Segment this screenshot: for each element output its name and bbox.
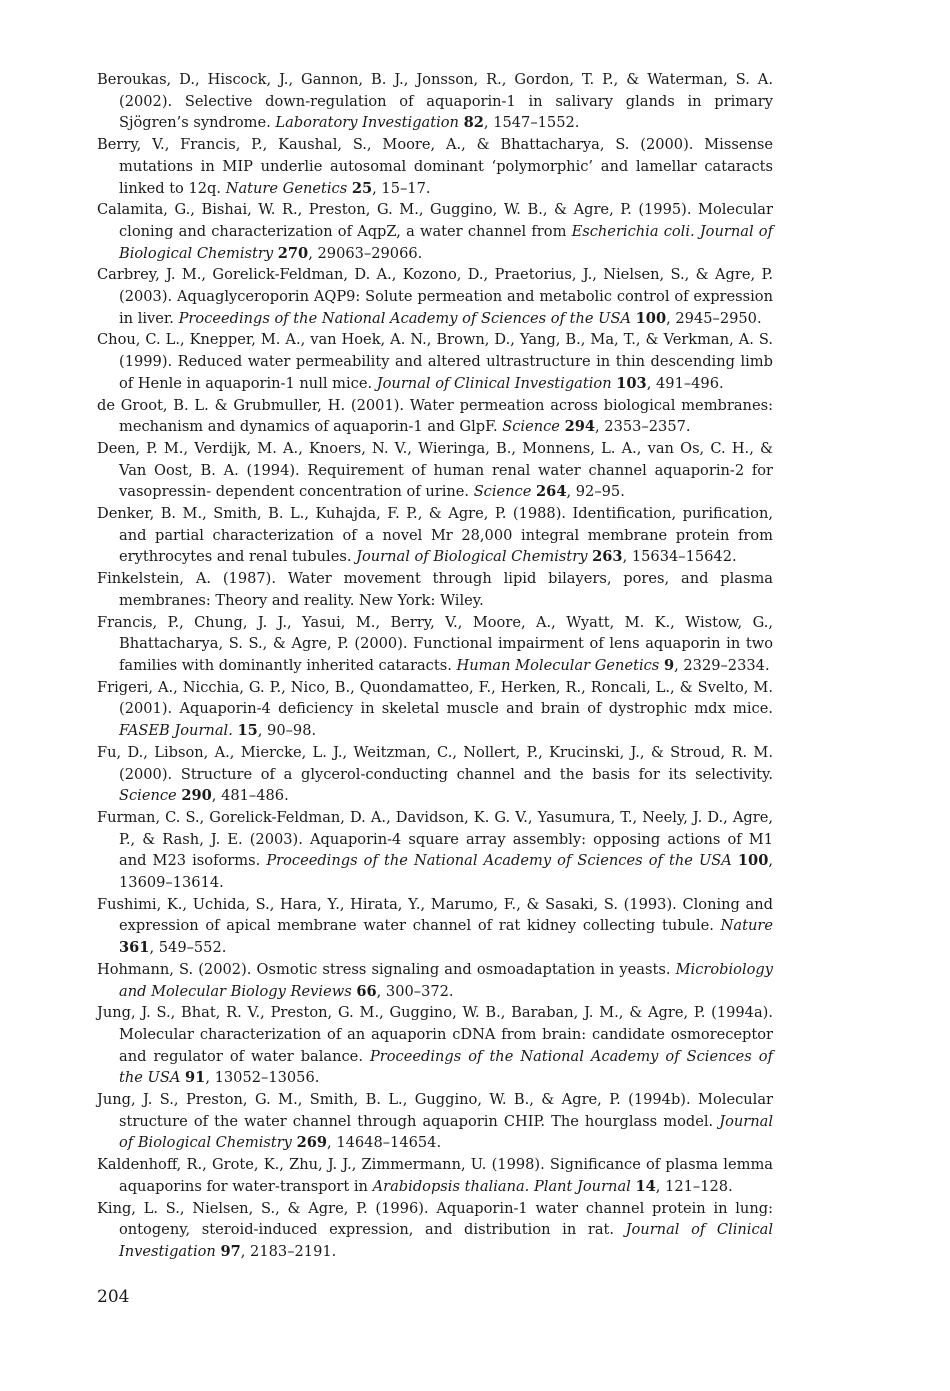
- reference-pages: , 13052–13056.: [205, 1069, 320, 1087]
- reference-volume: 91: [185, 1069, 206, 1087]
- reference-volume: 25: [351, 179, 373, 197]
- reference-volume: 66: [356, 982, 377, 1000]
- reference-authors-title: Finkelstein, A. (1987). Water movement through lipid bilayers, pores, and plasma membranes: Theory and reality. New York: Wiley.: [97, 570, 773, 609]
- reference-volume: 14: [635, 1177, 656, 1195]
- reference-authors-title: Carbrey, J. M., Gorelick-Feldman, D. A., Kozono, D., Praetorius, J., Nielsen, S., & Agre, P. (2003). Aquaglyceroporin AQP9: Solute permeation and metabolic control of expression in liver.: [97, 266, 773, 327]
- reference-volume: 294: [564, 418, 596, 436]
- reference-journal: Journal of Clinical Investigation: [119, 1221, 773, 1260]
- reference-authors-title: Deen, P. M., Verdijk, M. A., Knoers, N. V., Wieringa, B., Monnens, L. A., van Os, C. H., & Van Oost, B. A. (1994). Requirement of human renal water channel aquaporin-2 for vasopressin- dependent concentration of urine.: [97, 439, 773, 501]
- reference-volume: 97: [220, 1242, 241, 1260]
- reference-journal: Journal of Clinical Investigation: [376, 374, 612, 392]
- reference-entry: [97, 959, 773, 1002]
- reference-pages: , 300–372.: [376, 982, 454, 1000]
- reference-journal: Journal of Biological Chemistry: [356, 548, 588, 566]
- reference-entry: [97, 1089, 773, 1154]
- reference-authors-title: Frigeri, A., Nicchia, G. P., Nico, B., Quondamatteo, F., Herken, R., Roncali, L., & Svelto, M. (2001). Aquaporin-4 deficiency in skeletal muscle and brain of dystrophic mdx mice.: [97, 678, 773, 718]
- reference-volume: 82: [463, 114, 484, 132]
- reference-entry: [97, 1002, 773, 1089]
- reference-authors-title: Calamita, G., Bishai, W. R., Preston, G. M., Guggino, W. B., & Agre, P. (1995). Molecular cloning and characterization of AqpZ, a water channel from: [97, 201, 773, 240]
- reference-journal: Proceedings of the National Academy of Sciences of the USA: [119, 1047, 773, 1087]
- reference-entry: [97, 742, 773, 807]
- reference-entry: [97, 503, 773, 568]
- reference-volume: 269: [296, 1134, 328, 1152]
- reference-authors-title: Hohmann, S. (2002). Osmotic stress signaling and osmoadaptation in yeasts.: [97, 960, 676, 978]
- reference-authors-title: de Groot, B. L. & Grubmuller, H. (2001). Water permeation across biological membranes: mechanism and dynamics of aquaporin-1 and GlpF.: [97, 396, 773, 436]
- reference-journal: Nature Genetics: [225, 179, 348, 197]
- reference-pages: , 14648–14654.: [327, 1134, 442, 1152]
- reference-journal: Laboratory Investigation: [275, 114, 459, 132]
- reference-journal: Arabidopsis thaliana. Plant Journal: [372, 1177, 631, 1195]
- reference-entry: [97, 199, 773, 264]
- reference-pages: , 481–486.: [211, 787, 289, 805]
- reference-pages: , 2945–2950.: [666, 309, 762, 327]
- reference-journal: Science: [473, 483, 532, 501]
- reference-volume: 361: [119, 939, 150, 957]
- reference-pages: , 90–98.: [257, 722, 317, 740]
- reference-journal: Human Molecular Genetics: [456, 656, 660, 674]
- reference-entry: [97, 438, 773, 503]
- reference-entry: [97, 807, 773, 894]
- reference-volume: 100: [737, 852, 769, 870]
- reference-authors-title: Kaldenhoff, R., Grote, K., Zhu, J. J., Zimmermann, U. (1998). Significance of plasma lemma aquaporins for water-transport in: [97, 1156, 773, 1195]
- reference-authors-title: Fushimi, K., Uchida, S., Hara, Y., Hirata, Y., Marumo, F., & Sasaki, S. (1993). Cloning and expression of apical membrane water channel of rat kidney collecting tubule.: [97, 895, 773, 935]
- reference-authors-title: King, L. S., Nielsen, S., & Agre, P. (1996). Aquaporin-1 water channel protein in lung: ontogeny, steroid-induced expression, and distribution in rat.: [97, 1199, 773, 1239]
- reference-entry: [97, 134, 773, 199]
- reference-journal: Proceedings of the National Academy of Sciences of the USA: [178, 309, 631, 327]
- reference-entry: [97, 677, 773, 742]
- reference-pages: , 1547–1552.: [483, 114, 580, 132]
- reference-volume: 103: [616, 374, 647, 392]
- reference-entry: [97, 612, 773, 677]
- reference-volume: 270: [277, 244, 309, 262]
- reference-journal: Microbiology and Molecular Biology Reviews: [119, 960, 773, 1000]
- reference-pages: , 2353–2357.: [595, 418, 691, 436]
- reference-journal: Science: [502, 418, 560, 436]
- reference-entry: [97, 568, 773, 611]
- reference-pages: , 15634–15642.: [622, 548, 737, 566]
- reference-authors-title: Francis, P., Chung, J. J., Yasui, M., Berry, V., Moore, A., Wyatt, M. K., Wistow, G., Bhattacharya, S. S., & Agre, P. (2000). Functional impairment of lens aquaporin in two families with dominantly inherited cataracts.: [97, 613, 773, 674]
- reference-list: [97, 69, 773, 1263]
- reference-entry: [97, 1154, 773, 1197]
- reference-pages: , 2329–2334.: [674, 656, 770, 674]
- reference-pages: , 549–552.: [149, 939, 227, 957]
- reference-pages: , 92–95.: [566, 483, 625, 501]
- reference-volume: 264: [536, 483, 567, 501]
- reference-authors-title: Jung, J. S., Bhat, R. V., Preston, G. M., Guggino, W. B., Baraban, J. M., & Agre, P. (1994a). Molecular characterization of an aquaporin cDNA from brain: candidate osmoreceptor and regulator of water balance.: [97, 1004, 773, 1065]
- reference-authors-title: Chou, C. L., Knepper, M. A., van Hoek, A. N., Brown, D., Yang, B., Ma, T., & Verkman, A. S. (1999). Reduced water permeability and altered ultrastructure in thin descending limb of Henle in aquaporin-1 null mice.: [97, 331, 773, 392]
- reference-entry: [97, 1198, 773, 1263]
- reference-journal: FASEB Journal.: [119, 722, 233, 740]
- reference-authors-title: Furman, C. S., Gorelick-Feldman, D. A., Davidson, K. G. V., Yasumura, T., Neely, J. D., Agre, P., & Rash, J. E. (2003). Aquaporin-4 square array assembly: opposing actions of M1 and M23 isoforms.: [97, 808, 773, 870]
- reference-entry: [97, 894, 773, 959]
- reference-entry: [97, 69, 773, 134]
- reference-volume: 9: [663, 656, 675, 674]
- reference-pages: , 29063–29066.: [308, 244, 423, 262]
- reference-authors-title: Fu, D., Libson, A., Miercke, L. J., Weitzman, C., Nollert, P., Krucinski, J., & Stroud, R. M. (2000). Structure of a glycerol-conducting channel and the basis for its selectivity.: [97, 743, 773, 783]
- reference-journal: Escherichia coli. Journal of Biological Chemistry: [119, 222, 773, 262]
- reference-pages: , 15–17.: [372, 179, 431, 197]
- reference-entry: [97, 329, 773, 394]
- reference-pages: , 491–496.: [646, 374, 724, 392]
- reference-authors-title: Beroukas, D., Hiscock, J., Gannon, B. J., Jonsson, R., Gordon, T. P., & Waterman, S. A. (2002). Selective down-regulation of aquaporin-1 in salivary glands in primary Sjögren’s syndrome.: [97, 71, 773, 132]
- reference-pages: , 2183–2191.: [240, 1242, 337, 1260]
- reference-journal: Nature: [720, 917, 773, 935]
- reference-authors-title: Denker, B. M., Smith, B. L., Kuhajda, F. P., & Agre, P. (1988). Identification, purification, and partial characterization of a novel Mr 28,000 integral membrane protein from erythrocytes and renal tubules.: [97, 505, 773, 566]
- reference-journal: Proceedings of the National Academy of Sciences of the USA: [266, 852, 732, 870]
- reference-pages: , 13609–13614.: [119, 852, 774, 892]
- reference-volume: 263: [592, 548, 623, 566]
- reference-volume: 15: [237, 722, 258, 740]
- reference-journal: Journal of Biological Chemistry: [119, 1112, 773, 1152]
- reference-volume: 290: [181, 787, 212, 805]
- reference-volume: 100: [635, 309, 667, 327]
- reference-authors-title: Berry, V., Francis, P., Kaushal, S., Moore, A., & Bhattacharya, S. (2000). Missense mutations in MIP underlie autosomal dominant ‘polymorphic’ and lamellar cataracts linked to 12q.: [97, 136, 773, 197]
- page-number: 204: [97, 1287, 130, 1307]
- reference-journal: Science: [119, 787, 177, 805]
- reference-entry: [97, 264, 773, 329]
- reference-entry: [97, 395, 773, 438]
- reference-pages: , 121–128.: [655, 1177, 733, 1195]
- reference-authors-title: Jung, J. S., Preston, G. M., Smith, B. L., Guggino, W. B., & Agre, P. (1994b). Molecular structure of the water channel through aquaporin CHIP. The hourglass model.: [97, 1091, 773, 1130]
